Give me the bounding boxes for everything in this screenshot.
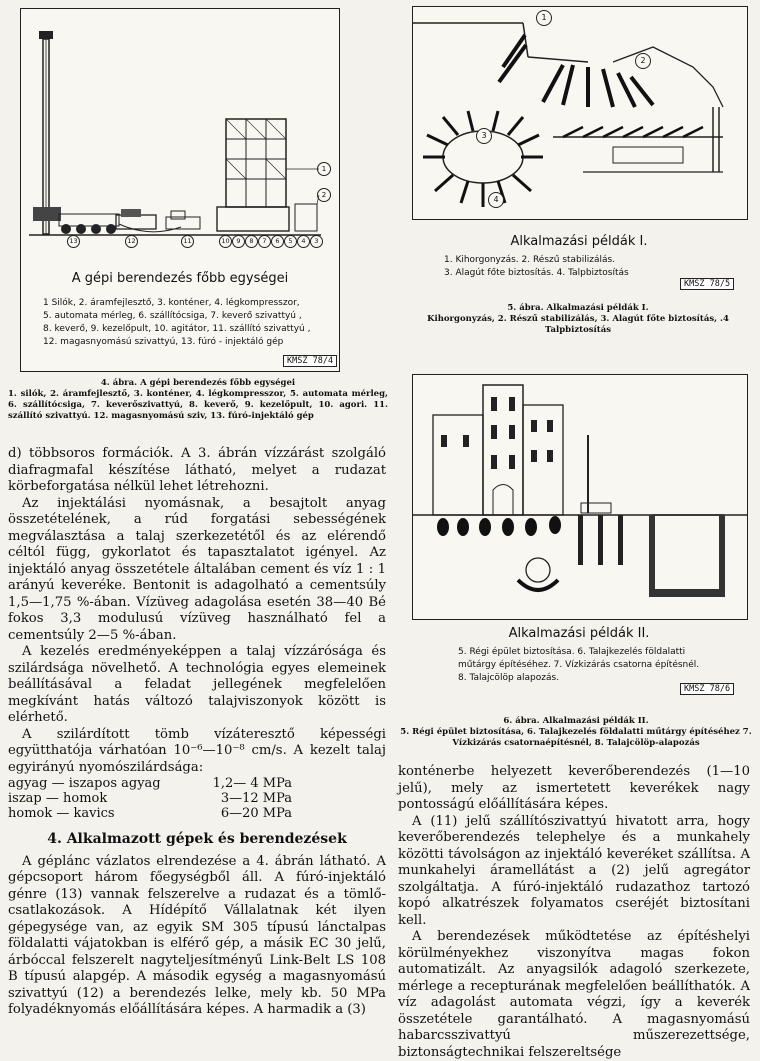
table-cell: homok — kavics — [8, 806, 115, 821]
marker-9: 9 — [232, 235, 245, 248]
marker-4: 4 — [297, 235, 310, 248]
legend-line: 12. magasnyomású szivattyú, 13. fúró - injektáló gép — [43, 337, 284, 347]
table-row — [8, 806, 296, 821]
figure-4-box — [20, 8, 340, 372]
legend-line: 1 Silók, 2. áramfejlesztő, 3. konténer, 4. légkompresszor, — [43, 298, 300, 308]
right-column-text — [398, 764, 750, 1061]
fig5-marker-2: 2 — [635, 53, 651, 69]
figure-6-caption — [398, 716, 754, 749]
paragraph: A berendezések működtetése az építéshelyi körülményekhez viszonyítva magas fokon automatizált. Az anyagsilók adagoló szerkezete, mérlege a recepturának megfelelően beállíthatók. A víz adagolást automata végzi, így a keverék összetétele garantálható. A magasnyomású habarcsszivattyú műszerezettsége, biztonságtechnikai felszereltsége — [398, 929, 750, 1060]
figure-4-caption — [8, 378, 388, 422]
table-cell: agyag — iszapos agyag — [8, 776, 161, 791]
marker-3: 3 — [310, 235, 323, 248]
caption-title: 5. ábra. Alkalmazási példák I. — [507, 303, 649, 313]
caption-text: Kihorgonyzás, 2. Részű stabilizálás, 3. Alagút főte biztosítás, .4 Talpbiztosítás — [427, 314, 729, 335]
fig5-marker-3: 3 — [476, 128, 492, 144]
caption-title: 6. ábra. Alkalmazási példák II. — [503, 716, 649, 726]
marker-7: 7 — [258, 235, 271, 248]
fig5-marker-4: 4 — [488, 192, 504, 208]
table-cell: 3—12 MPa — [220, 791, 292, 806]
figure-5-title: Alkalmazási példák I. — [510, 234, 648, 249]
marker-13: 13 — [67, 235, 80, 248]
figure-5-box — [412, 6, 748, 220]
fig5-marker-1: 1 — [536, 10, 552, 26]
paragraph: d) többsoros formációk. A 3. ábrán vízzárást szolgáló diafragmafal készítése látható, melyet a rudazat körbeforgatása nélkül lehet létrehozni. — [8, 446, 386, 494]
caption-text: 5. Régi épület biztosítása, 6. Talajkezelés földalatti műtárgy építéséhez 7. Vízkizárás csatornaépítésnél, 8. Talajcölöp-alapozás — [400, 727, 752, 748]
figure-5-drawing — [413, 7, 747, 219]
left-column-text — [8, 446, 386, 1019]
figure-4-legend — [43, 297, 337, 349]
caption-text: 1. silók, 2. áramfejlesztő, 3. konténer, 4. légkompresszor, 5. automata mérleg, 6. szállítócsiga, 7. keverőszivattyú, 8. keverő, 9. kezelőpult, 10. agori. 11. szállító szivattyú. 12. magasnyomású sziv, 13. fúró-injektáló gép — [8, 389, 388, 421]
paragraph: A szilárdított tömb vízáteresztő képességi együtthatója várhatóan 10⁻⁶—10⁻⁸ cm/s. A kezelt talaj egyirányú nyomószilárdsága: — [8, 726, 386, 775]
figure-6-code: KMSZ 78/6 — [680, 683, 734, 695]
figure-5-legend — [444, 254, 744, 280]
legend-line: 8. Talajcölöp alapozás. — [458, 673, 560, 683]
paragraph: A kezelés eredményeképpen a talaj vízzárósága és szilárdsága növelhető. A technológia egyes elemeinek beállításával a feladat jellegének megfelelően megkívánt hatás változó talajviszonyok között is elérhető. — [8, 644, 386, 725]
legend-line: 3. Alagút főte biztosítás. 4. Talpbiztosítás — [444, 268, 629, 278]
marker-row — [61, 235, 331, 249]
figure-6-box — [412, 374, 748, 620]
figure-6-title: Alkalmazási példák II. — [508, 626, 650, 641]
paragraph: konténerbe helyezett keverőberendezés (1—10 jelű), mely az ismertetett keverékek nagy pontosságú előállítására képes. — [398, 764, 750, 812]
legend-line: 8. keverő, 9. kezelőpult, 10. agitátor, 11. szállító szivattyú , — [43, 324, 311, 334]
table-cell: 6—20 MPa — [220, 806, 292, 821]
legend-line: 5. Régi épület biztosítása. 6. Talajkezelés földalatti — [458, 647, 686, 657]
marker-12: 12 — [125, 235, 138, 248]
marker-1: 1 — [317, 162, 331, 176]
figure-4-drawing — [21, 9, 339, 259]
figure-4-title: A gépi berendezés főbb egységei — [71, 271, 289, 286]
table-cell: iszap — homok — [8, 791, 108, 806]
marker-2: 2 — [317, 188, 331, 202]
caption-title: 4. ábra. A gépi berendezés főbb egységei — [100, 378, 296, 388]
section-heading: 4. Alkalmazott gépek és berendezések — [47, 831, 347, 847]
marker-5: 5 — [284, 235, 297, 248]
table-cell: 1,2— 4 MPa — [212, 776, 292, 791]
legend-line: műtárgy építéséhez. 7. Vízkizárás csatorna építésnél. — [458, 660, 700, 670]
figure-6-legend — [458, 646, 746, 685]
legend-line: 5. automata mérleg, 6. szállítócsiga, 7. keverő szivattyú , — [43, 311, 302, 321]
table-row — [8, 776, 296, 791]
table-row — [8, 791, 296, 806]
figure-4-code: KMSZ 78/4 — [283, 355, 337, 367]
figure-6-drawing — [413, 375, 747, 619]
marker-8: 8 — [245, 235, 258, 248]
legend-line: 1. Kihorgonyzás. 2. Részű stabilizálás. — [444, 255, 616, 265]
paragraph: A géplánc vázlatos elrendezése a 4. ábrán látható. A gépcsoport három főegységből áll. A fúró-injektáló génre (13) vannak felszerelve a rudazat és a tömlő-csatlakozások. A Hídépítő Vállalatnak két ilyen gépegysége van, az egyik SM 305 típusú lánctalpas földalatti vájatokban is elférő gép, a másik EC 30 jelű, árbóccal felszerelt nagyteljesítményű Link-Belt LS 108 B típusú alapgép. A második egység a magasnyomású szivattyú (12) a berendezés lelke, mely kb. 50 MPa folyadéknyomás előállítására képes. A harmadik a (3) — [8, 853, 386, 1017]
marker-6: 6 — [271, 235, 284, 248]
marker-11: 11 — [181, 235, 194, 248]
paragraph: Az injektálási nyomásnak, a besajtolt anyag összetételének, a rúd forgatási sebességének megválasztása a talaj szerkezetétől és az elérendő céltól függ, gykorlatot és tapasztalatot igényel. Az injektáló anyag összetétele általában cement és víz 1 : 1 arányú keveréke. Bentonit is adagolható a cementsúly 1,5—1,75 %-ában. Vízüveg adagolása esetén 38—40 Bé fokos 3,3 modulusú vízüveg használható fel a cementsúly 2—5 %-ában. — [8, 495, 386, 643]
figure-5-code: KMSZ 78/5 — [680, 278, 734, 290]
marker-10: 10 — [219, 235, 232, 248]
paragraph: A (11) jelű szállítószivattyú hivatott arra, hogy keverőberendezés telephelye és a munkahely közötti távolságon az injektáló keveréket szállítsa. A munkahelyi áramellátást a (2) jelű agregátor szolgáltatja. A fúró-injektáló rudazathoz tartozó kopó alkatrészek folyamatos cseréjét biztosítani kell. — [398, 813, 750, 928]
strength-table — [8, 776, 296, 821]
figure-5-caption — [402, 303, 754, 336]
